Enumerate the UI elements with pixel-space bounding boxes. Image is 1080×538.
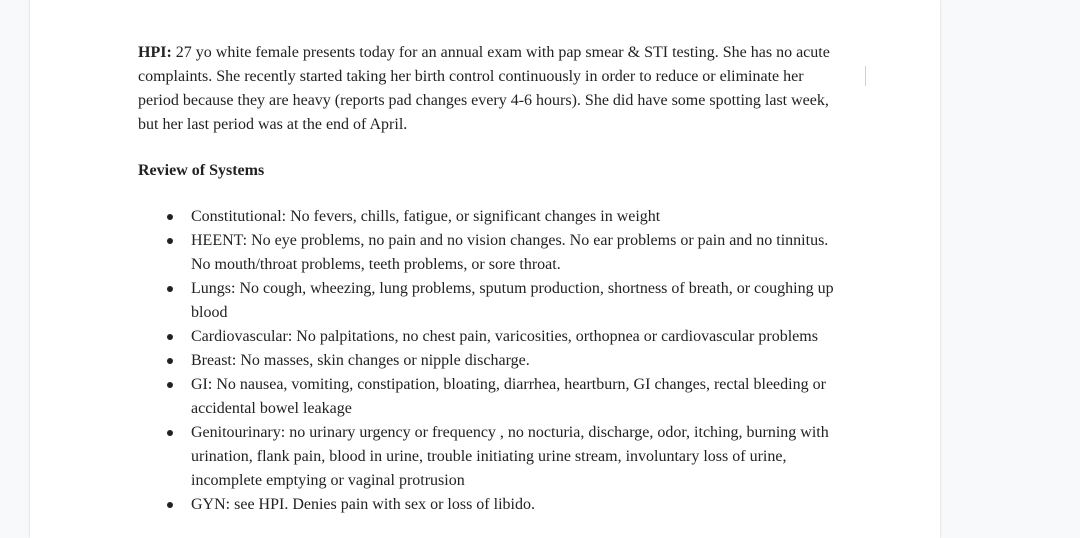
list-item: [138, 421, 838, 493]
hpi-text: 27 yo white female presents today for an annual exam with pap smear & STI testing. She has no acute complaints. She recently started taking her birth control continuously in order to reduce or eliminate her period because they are heavy (reports pad changes every 4-6 hours). She did have some spotting last week, but her last period was at the end of April.: [138, 44, 830, 133]
list-item: [138, 349, 838, 373]
hpi-paragraph[interactable]: [138, 41, 838, 137]
bullet-icon: [167, 430, 173, 436]
list-item-text: Cardiovascular: No palpitations, no chest pain, varicosities, orthopnea or cardiovascular problems: [191, 328, 818, 345]
bullet-icon: [167, 238, 173, 244]
bullet-icon: [167, 286, 173, 292]
list-item: [138, 325, 838, 349]
text-cursor: [865, 66, 866, 86]
bullet-icon: [167, 382, 173, 388]
document-body[interactable]: [138, 41, 838, 517]
hpi-label: HPI:: [138, 44, 172, 61]
bullet-icon: [167, 502, 173, 508]
list-item: [138, 277, 838, 325]
ros-list: [138, 205, 838, 517]
bullet-icon: [167, 214, 173, 220]
list-item: [138, 205, 838, 229]
list-item-text: Breast: No masses, skin changes or nipple discharge.: [191, 352, 530, 369]
bullet-icon: [167, 358, 173, 364]
list-item-text: Genitourinary: no urinary urgency or frequency , no nocturia, discharge, odor, itching, burning with urination, flank pain, blood in urine, trouble initiating urine stream, involuntary loss of urine, incomplete emptying or vaginal protrusion: [191, 424, 829, 489]
list-item-text: Constitutional: No fevers, chills, fatigue, or significant changes in weight: [191, 208, 661, 225]
document-page: [30, 0, 940, 538]
list-item-text: Lungs: No cough, wheezing, lung problems, sputum production, shortness of breath, or coughing up blood: [191, 280, 834, 321]
bullet-icon: [167, 334, 173, 340]
list-item: [138, 493, 838, 517]
list-item: [138, 229, 838, 277]
list-item: [138, 373, 838, 421]
list-item-text: GYN: see HPI. Denies pain with sex or loss of libido.: [191, 496, 535, 513]
list-item-text: HEENT: No eye problems, no pain and no vision changes. No ear problems or pain and no tinnitus. No mouth/throat problems, teeth problems, or sore throat.: [191, 232, 829, 273]
list-item-text: GI: No nausea, vomiting, constipation, bloating, diarrhea, heartburn, GI changes, rectal bleeding or accidental bowel leakage: [191, 376, 826, 417]
ros-heading: Review of Systems: [138, 162, 265, 179]
